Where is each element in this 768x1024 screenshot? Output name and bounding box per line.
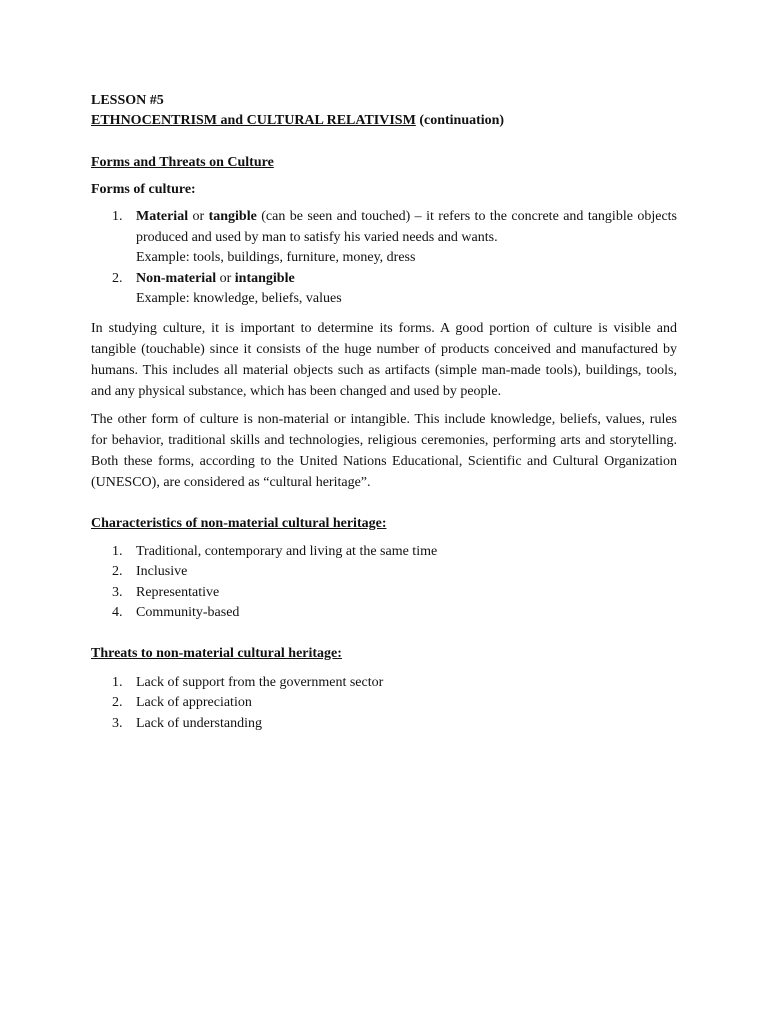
list-item-text: Representative: [136, 584, 220, 600]
forms-subheading: Forms of culture:: [91, 182, 196, 197]
lesson-title-suffix: (continuation): [419, 113, 505, 128]
term-non-material: Non-material: [136, 270, 217, 286]
term-tangible: tangible: [208, 209, 257, 224]
list-number: 4.: [112, 605, 123, 620]
list-number: 1.: [112, 674, 123, 690]
lesson-title-main: ETHNOCENTRISM and CULTURAL RELATIVISM: [91, 113, 416, 128]
list-item: [91, 714, 677, 735]
list-item-example: Example: knowledge, beliefs, values: [136, 291, 342, 306]
lesson-title: [91, 111, 677, 131]
term-connector: or: [188, 209, 209, 224]
characteristics-list: [91, 542, 677, 624]
paragraph-forms-material: In studying culture, it is important to determine its forms. A good portion of culture is visible and tangible (touchable) since it consists of the huge number of products conceived and manufactured by humans. This includes all material objects such as artifacts (simple man-made tools), buildings, tools, and any physical substance, which has been changed and used by people.: [91, 320, 677, 399]
list-item: [91, 542, 677, 563]
paragraph-forms-nonmaterial: The other form of culture is non-material or intangible. This include knowledge, beliefs, values, rules for behavior, traditional skills and technologies, religious ceremonies, performing arts and storytelling. Both these forms, according to the United Nations Educational, Scientific and Cultural Organization (UNESCO), are considered as “cultural heritage”.: [91, 411, 677, 490]
list-item: [91, 562, 677, 583]
list-item-text: Lack of support from the government sector: [136, 674, 384, 690]
term-description: (can be seen and touched) – it refers to the concrete and tangible objects produced and used by man to satisfy his varied needs and wants.: [136, 209, 677, 245]
list-number: 3.: [112, 715, 123, 731]
list-number: 2.: [112, 695, 123, 710]
term-connector: or: [216, 270, 235, 286]
list-item-example: Example: tools, buildings, furniture, money, dress: [136, 250, 416, 265]
list-item-text: Lack of appreciation: [136, 695, 252, 710]
threats-list: [91, 673, 677, 735]
list-number: 2.: [112, 564, 123, 579]
lesson-number: LESSON #5: [91, 93, 164, 108]
threats-heading: Threats to non-material cultural heritage:: [91, 645, 342, 661]
list-item-text: Lack of understanding: [136, 715, 262, 731]
forms-list-item-material: [91, 207, 677, 269]
list-item-text: Community-based: [136, 605, 240, 620]
list-number: 2.: [112, 270, 123, 286]
list-item: [91, 603, 677, 624]
list-item-body: [136, 269, 677, 290]
list-item: [91, 583, 677, 604]
forms-section-heading: Forms and Threats on Culture: [91, 155, 274, 170]
forms-list: [91, 207, 677, 310]
list-number: 3.: [112, 584, 123, 600]
characteristics-heading: Characteristics of non-material cultural heritage:: [91, 515, 387, 531]
list-number: 1.: [112, 543, 123, 559]
list-item: [91, 673, 677, 694]
term-material: Material: [136, 209, 189, 224]
term-intangible: intangible: [234, 270, 295, 286]
list-item-body: [136, 207, 677, 248]
list-number: 1.: [112, 209, 123, 224]
list-item-text: Inclusive: [136, 564, 188, 579]
list-item-text: Traditional, contemporary and living at the same time: [136, 543, 438, 559]
list-item: [91, 693, 677, 714]
forms-list-item-non-material: [91, 269, 677, 310]
